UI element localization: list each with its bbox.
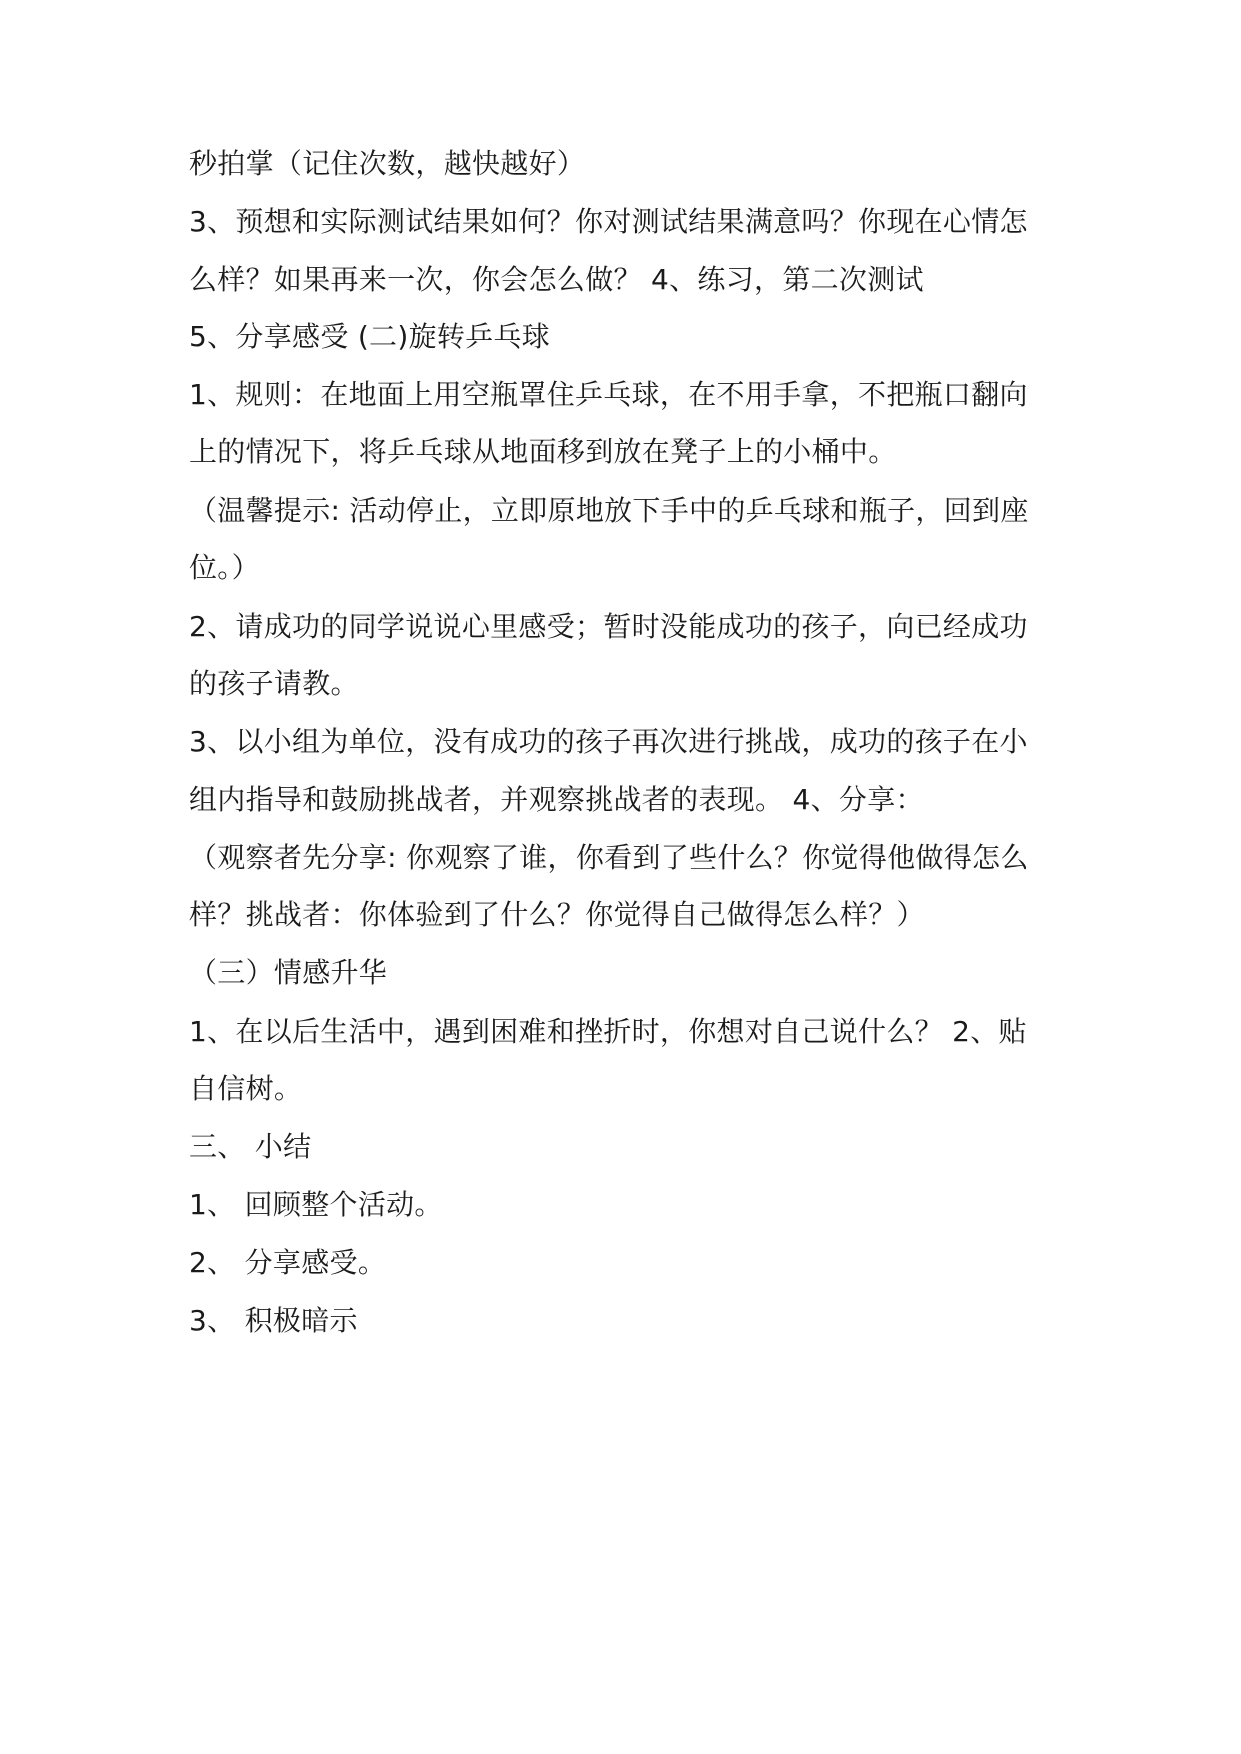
text-line: 自信树。 — [189, 1072, 303, 1105]
text-line: 位。） — [189, 551, 260, 584]
text-line: 1、规则：在地面上用空瓶罩住乒乓球，在不用手拿，不把瓶口翻向 — [189, 378, 1028, 411]
text-line: 3、以小组为单位，没有成功的孩子再次进行挑战，成功的孩子在小 — [189, 725, 1028, 758]
section-heading: （三）情感升华 — [189, 956, 388, 989]
text-line: 3、 积极暗示 — [189, 1304, 358, 1337]
text-line: 么样？如果再来一次，你会怎么做？ 4、练习，第二次测试 — [189, 263, 924, 296]
text-line: 5、分享感受 (二)旋转乒乓球 — [189, 320, 551, 353]
text-line: 的孩子请教。 — [189, 667, 359, 700]
text-line: 1、 回顾整个活动。 — [189, 1188, 443, 1221]
text-line: 上的情况下，将乒乓球从地面移到放在凳子上的小桶中。 — [189, 435, 897, 468]
text-line: 2、 分享感受。 — [189, 1246, 387, 1279]
text-line: （观察者先分享: 你观察了谁，你看到了些什么？你觉得他做得怎么 — [189, 841, 1029, 874]
section-heading: 三、 小结 — [189, 1130, 312, 1163]
text-line: （温馨提示: 活动停止，立即原地放下手中的乒乓球和瓶子，回到座 — [189, 494, 1029, 527]
text-line: 组内指导和鼓励挑战者，并观察挑战者的表现。 4、分享： — [189, 783, 924, 816]
text-line: 秒拍掌（记住次数，越快越好） — [189, 147, 586, 180]
text-line: 样？挑战者：你体验到了什么？你觉得自己做得怎么样？） — [189, 898, 925, 931]
text-line: 2、请成功的同学说说心里感受；暂时没能成功的孩子，向已经成功 — [189, 610, 1028, 643]
text-line: 1、在以后生活中，遇到困难和挫折时，你想对自己说什么？ 2、贴 — [189, 1015, 1027, 1048]
text-line: 3、预想和实际测试结果如何？你对测试结果满意吗？你现在心情怎 — [189, 205, 1028, 238]
